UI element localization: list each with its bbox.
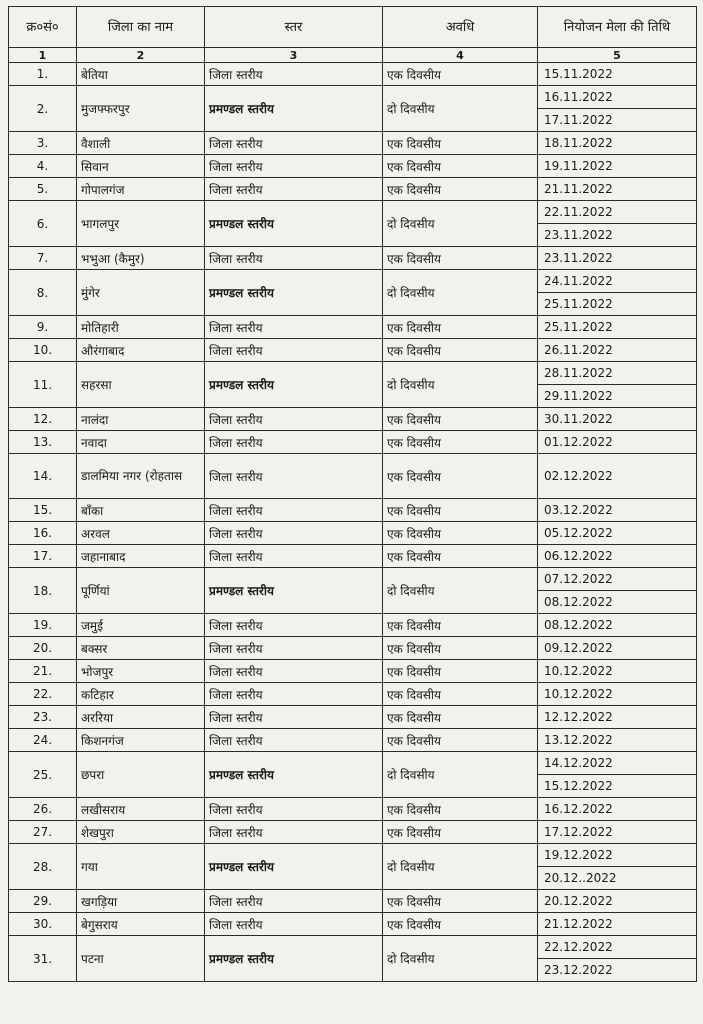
duration: एक दिवसीय: [383, 431, 538, 454]
serial-number: 5.: [9, 178, 77, 201]
fair-date: 20.12.2022: [538, 890, 697, 913]
district-name: कटिहार: [77, 683, 205, 706]
fair-date: 16.11.2022: [538, 86, 697, 109]
table-row: [9, 270, 697, 293]
district-name: पटना: [77, 936, 205, 982]
column-number: 2: [77, 48, 205, 63]
duration: एक दिवसीय: [383, 660, 538, 683]
header-serial: क्र०सं०: [9, 7, 77, 48]
fair-date: 21.11.2022: [538, 178, 697, 201]
duration: दो दिवसीय: [383, 86, 538, 132]
duration: एक दिवसीय: [383, 178, 538, 201]
table-row: [9, 729, 697, 752]
table-row: [9, 454, 697, 499]
duration: एक दिवसीय: [383, 63, 538, 86]
table-row: [9, 247, 697, 270]
serial-number: 16.: [9, 522, 77, 545]
fair-date: 15.12.2022: [538, 775, 697, 798]
table-row: [9, 821, 697, 844]
fair-date: 14.12.2022: [538, 752, 697, 775]
fair-date: 22.12.2022: [538, 936, 697, 959]
table-row: [9, 408, 697, 431]
serial-number: 20.: [9, 637, 77, 660]
level: प्रमण्डल स्तरीय: [205, 568, 383, 614]
duration: एक दिवसीय: [383, 798, 538, 821]
serial-number: 15.: [9, 499, 77, 522]
fair-date: 13.12.2022: [538, 729, 697, 752]
level: प्रमण्डल स्तरीय: [205, 936, 383, 982]
duration: एक दिवसीय: [383, 408, 538, 431]
job-fair-schedule-table: [8, 6, 697, 982]
duration: एक दिवसीय: [383, 545, 538, 568]
duration: एक दिवसीय: [383, 522, 538, 545]
level: जिला स्तरीय: [205, 178, 383, 201]
district-name: नालंदा: [77, 408, 205, 431]
level: जिला स्तरीय: [205, 316, 383, 339]
header-level: स्तर: [205, 7, 383, 48]
district-name: भागलपुर: [77, 201, 205, 247]
serial-number: 4.: [9, 155, 77, 178]
table-row: [9, 844, 697, 867]
serial-number: 18.: [9, 568, 77, 614]
level: जिला स्तरीय: [205, 499, 383, 522]
level: प्रमण्डल स्तरीय: [205, 752, 383, 798]
level: जिला स्तरीय: [205, 706, 383, 729]
fair-date: 10.12.2022: [538, 683, 697, 706]
district-name: सिवान: [77, 155, 205, 178]
level: प्रमण्डल स्तरीय: [205, 86, 383, 132]
table-row: [9, 522, 697, 545]
district-name: भोजपुर: [77, 660, 205, 683]
column-number: 3: [205, 48, 383, 63]
level: जिला स्तरीय: [205, 913, 383, 936]
serial-number: 27.: [9, 821, 77, 844]
table-row: [9, 499, 697, 522]
table-row: [9, 568, 697, 591]
table-row: [9, 201, 697, 224]
table-row: [9, 431, 697, 454]
level: जिला स्तरीय: [205, 729, 383, 752]
table-row: [9, 706, 697, 729]
district-name: बेतिया: [77, 63, 205, 86]
fair-date: 05.12.2022: [538, 522, 697, 545]
duration: एक दिवसीय: [383, 247, 538, 270]
serial-number: 25.: [9, 752, 77, 798]
fair-date: 08.12.2022: [538, 591, 697, 614]
district-name: अररिया: [77, 706, 205, 729]
level: जिला स्तरीय: [205, 637, 383, 660]
district-name: जमुई: [77, 614, 205, 637]
level: जिला स्तरीय: [205, 614, 383, 637]
level: जिला स्तरीय: [205, 798, 383, 821]
district-name: मुंगेर: [77, 270, 205, 316]
district-name: गोपालगंज: [77, 178, 205, 201]
duration: एक दिवसीय: [383, 499, 538, 522]
fair-date: 06.12.2022: [538, 545, 697, 568]
serial-number: 26.: [9, 798, 77, 821]
table-row: [9, 936, 697, 959]
column-number: 4: [383, 48, 538, 63]
table-row: [9, 890, 697, 913]
district-name: बक्सर: [77, 637, 205, 660]
level: जिला स्तरीय: [205, 339, 383, 362]
serial-number: 8.: [9, 270, 77, 316]
serial-number: 2.: [9, 86, 77, 132]
fair-date: 23.11.2022: [538, 224, 697, 247]
serial-number: 14.: [9, 454, 77, 499]
district-name: भभुआ (कैमुर): [77, 247, 205, 270]
district-name: लखीसराय: [77, 798, 205, 821]
level: जिला स्तरीय: [205, 522, 383, 545]
header-row: [9, 7, 697, 48]
fair-date: 19.12.2022: [538, 844, 697, 867]
district-name: शेखपुरा: [77, 821, 205, 844]
table-row: [9, 316, 697, 339]
district-name: सहरसा: [77, 362, 205, 408]
table-row: [9, 339, 697, 362]
district-name: मुजफ्फरपुर: [77, 86, 205, 132]
fair-date: 21.12.2022: [538, 913, 697, 936]
serial-number: 12.: [9, 408, 77, 431]
fair-date: 28.11.2022: [538, 362, 697, 385]
fair-date: 20.12..2022: [538, 867, 697, 890]
duration: एक दिवसीय: [383, 614, 538, 637]
fair-date: 17.11.2022: [538, 109, 697, 132]
district-name: बाँका: [77, 499, 205, 522]
duration: दो दिवसीय: [383, 568, 538, 614]
column-number: 1: [9, 48, 77, 63]
level: जिला स्तरीय: [205, 683, 383, 706]
level: जिला स्तरीय: [205, 545, 383, 568]
district-name: जहानाबाद: [77, 545, 205, 568]
duration: एक दिवसीय: [383, 339, 538, 362]
duration: दो दिवसीय: [383, 936, 538, 982]
fair-date: 22.11.2022: [538, 201, 697, 224]
fair-date: 16.12.2022: [538, 798, 697, 821]
district-name: छपरा: [77, 752, 205, 798]
fair-date: 08.12.2022: [538, 614, 697, 637]
fair-date: 17.12.2022: [538, 821, 697, 844]
fair-date: 23.12.2022: [538, 959, 697, 982]
table-row: [9, 637, 697, 660]
fair-date: 19.11.2022: [538, 155, 697, 178]
level: जिला स्तरीय: [205, 431, 383, 454]
header-district: जिला का नाम: [77, 7, 205, 48]
level: जिला स्तरीय: [205, 63, 383, 86]
fair-date: 07.12.2022: [538, 568, 697, 591]
serial-number: 31.: [9, 936, 77, 982]
duration: दो दिवसीय: [383, 752, 538, 798]
duration: एक दिवसीय: [383, 637, 538, 660]
table-row: [9, 545, 697, 568]
duration: दो दिवसीय: [383, 362, 538, 408]
level: जिला स्तरीय: [205, 408, 383, 431]
duration: एक दिवसीय: [383, 155, 538, 178]
table-row: [9, 178, 697, 201]
serial-number: 24.: [9, 729, 77, 752]
duration: एक दिवसीय: [383, 132, 538, 155]
duration: एक दिवसीय: [383, 316, 538, 339]
district-name: बेगुसराय: [77, 913, 205, 936]
serial-number: 29.: [9, 890, 77, 913]
serial-number: 28.: [9, 844, 77, 890]
level: जिला स्तरीय: [205, 890, 383, 913]
district-name: खगड़िया: [77, 890, 205, 913]
table-row: [9, 155, 697, 178]
serial-number: 13.: [9, 431, 77, 454]
district-name: किशनगंज: [77, 729, 205, 752]
district-name: वैशाली: [77, 132, 205, 155]
district-name: पूर्णियां: [77, 568, 205, 614]
serial-number: 17.: [9, 545, 77, 568]
serial-number: 23.: [9, 706, 77, 729]
district-name: औरंगाबाद: [77, 339, 205, 362]
table-row: [9, 683, 697, 706]
serial-number: 11.: [9, 362, 77, 408]
level: जिला स्तरीय: [205, 247, 383, 270]
serial-number: 3.: [9, 132, 77, 155]
duration: दो दिवसीय: [383, 844, 538, 890]
serial-number: 21.: [9, 660, 77, 683]
duration: एक दिवसीय: [383, 890, 538, 913]
fair-date: 15.11.2022: [538, 63, 697, 86]
fair-date: 30.11.2022: [538, 408, 697, 431]
duration: दो दिवसीय: [383, 270, 538, 316]
serial-number: 10.: [9, 339, 77, 362]
duration: एक दिवसीय: [383, 706, 538, 729]
level: प्रमण्डल स्तरीय: [205, 844, 383, 890]
serial-number: 22.: [9, 683, 77, 706]
duration: एक दिवसीय: [383, 683, 538, 706]
serial-number: 7.: [9, 247, 77, 270]
table-row: [9, 86, 697, 109]
fair-date: 26.11.2022: [538, 339, 697, 362]
serial-number: 30.: [9, 913, 77, 936]
fair-date: 24.11.2022: [538, 270, 697, 293]
duration: एक दिवसीय: [383, 821, 538, 844]
fair-date: 25.11.2022: [538, 293, 697, 316]
table-row: [9, 798, 697, 821]
table-row: [9, 614, 697, 637]
fair-date: 10.12.2022: [538, 660, 697, 683]
duration: एक दिवसीय: [383, 454, 538, 499]
fair-date: 12.12.2022: [538, 706, 697, 729]
fair-date: 02.12.2022: [538, 454, 697, 499]
level: प्रमण्डल स्तरीय: [205, 270, 383, 316]
table-body: [9, 63, 697, 982]
fair-date: 01.12.2022: [538, 431, 697, 454]
level: जिला स्तरीय: [205, 454, 383, 499]
district-name: अरवल: [77, 522, 205, 545]
fair-date: 03.12.2022: [538, 499, 697, 522]
fair-date: 25.11.2022: [538, 316, 697, 339]
duration: एक दिवसीय: [383, 913, 538, 936]
district-name: डालमिया नगर (रोहतास: [77, 454, 205, 499]
serial-number: 9.: [9, 316, 77, 339]
level: जिला स्तरीय: [205, 132, 383, 155]
serial-number: 6.: [9, 201, 77, 247]
duration: दो दिवसीय: [383, 201, 538, 247]
district-name: नवादा: [77, 431, 205, 454]
level: जिला स्तरीय: [205, 155, 383, 178]
table-row: [9, 913, 697, 936]
fair-date: 29.11.2022: [538, 385, 697, 408]
table-row: [9, 63, 697, 86]
fair-date: 18.11.2022: [538, 132, 697, 155]
serial-number: 1.: [9, 63, 77, 86]
table-row: [9, 132, 697, 155]
level: जिला स्तरीय: [205, 821, 383, 844]
header-duration: अवधि: [383, 7, 538, 48]
district-name: मोतिहारी: [77, 316, 205, 339]
column-number: 5: [538, 48, 697, 63]
level: प्रमण्डल स्तरीय: [205, 362, 383, 408]
district-name: गया: [77, 844, 205, 890]
fair-date: 23.11.2022: [538, 247, 697, 270]
table-row: [9, 752, 697, 775]
duration: एक दिवसीय: [383, 729, 538, 752]
column-number-row: [9, 48, 697, 63]
header-date: नियोजन मेला की तिथि: [538, 7, 697, 48]
level: प्रमण्डल स्तरीय: [205, 201, 383, 247]
serial-number: 19.: [9, 614, 77, 637]
table-row: [9, 362, 697, 385]
fair-date: 09.12.2022: [538, 637, 697, 660]
level: जिला स्तरीय: [205, 660, 383, 683]
table-row: [9, 660, 697, 683]
